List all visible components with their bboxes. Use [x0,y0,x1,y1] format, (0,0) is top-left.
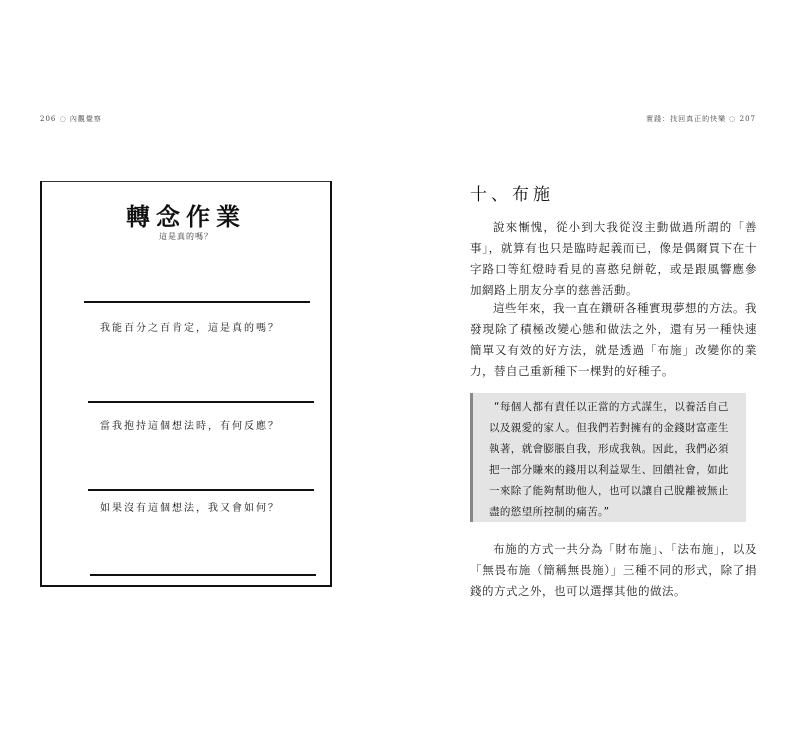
worksheet-rule-3 [88,489,314,491]
worksheet-rule-2 [88,401,314,403]
worksheet-question-1: 我能百分之百肯定，這是真的嗎？ [100,323,280,334]
worksheet-box [40,181,332,587]
right-page-header: 實踐：找回真正的快樂 ◌ 207 [646,115,756,123]
worksheet-subtitle: 這是真的嗎？ [159,232,213,241]
quote-box [470,393,746,522]
paragraph-2: 這些年來，我一直在鑽研各種實現夢想的方法。我發現除了積極改變心態和做法之外，還有另一種快速簡單又有效的好方法，就是透過「布施」改變你的業力，替自己重新種下一棵對的好種子。 [470,301,757,378]
worksheet-question-2: 當我抱持這個想法時，有何反應？ [100,421,280,432]
paragraph-1: 說來慚愧，從小到大我從沒主動做過所謂的「善事」，就算有也只是臨時起義而已，像是偶爾買下在十字路口等紅燈時看見的喜憨兒餅乾，或是跟風響應參加網路上朋友分享的慈善活動。 [470,220,757,297]
closing-paragraph: 布施的方式一共分為「財布施」、「法布施」，以及「無畏布施（簡稱無畏施）」三種不同的形式，除了捐錢的方式之外，也可以選擇其他的做法。 [470,542,757,598]
worksheet-top-rule [42,181,330,182]
worksheet-title: 轉念作業 [126,202,246,231]
section-title: 十、布施 [470,185,554,205]
worksheet-question-3: 如果沒有這個想法，我又會如何？ [100,503,280,514]
worksheet-rule-1 [84,301,310,303]
quote-text: “每個人都有責任以正當的方式謀生，以養活自己以及親愛的家人。但我們若對擁有的金錢財富產生執著，就會膨脹自我，形成我執。因此，我們必須把一部分賺來的錢用以利益眾生、回饋社會，如此一來除了能夠幫助他人，也可以讓自己脫離被無止盡的慾望所控制的痛苦。” [489,401,729,518]
worksheet-rule-4 [90,574,316,576]
left-page-header: 206 ◌ 內觀覺察 [40,115,102,123]
